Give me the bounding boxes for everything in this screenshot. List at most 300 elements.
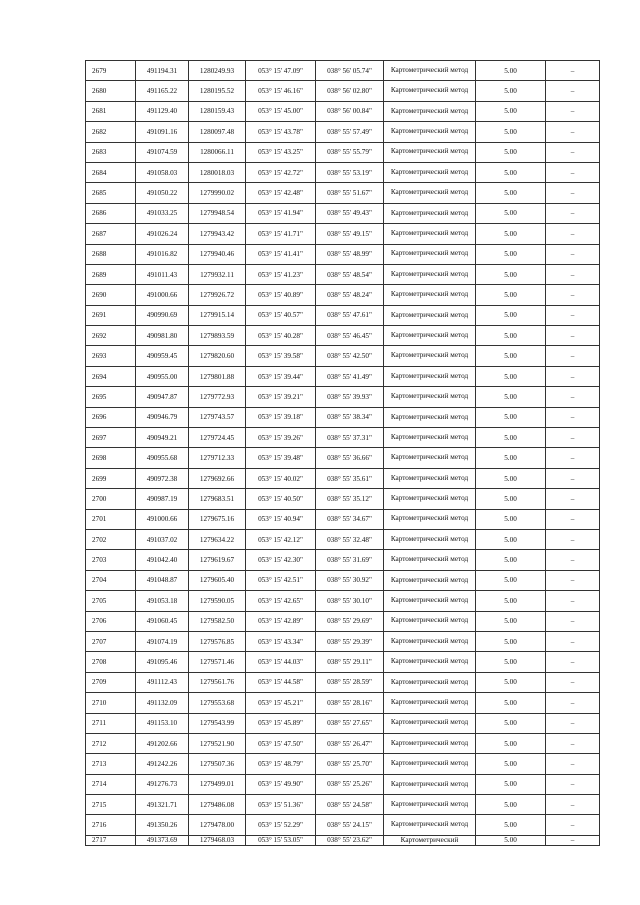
note-cell: – [546, 672, 600, 692]
table-row [86, 346, 600, 366]
method-cell: Картометрический метод [384, 631, 476, 651]
note-cell: – [546, 468, 600, 488]
method-cell: Картометрический метод [384, 611, 476, 631]
accuracy-cell: 5.00 [476, 631, 546, 651]
accuracy-cell: 5.00 [476, 754, 546, 774]
y-coordinate-cell: 1279619.67 [189, 550, 246, 570]
method-cell: Картометрический метод [384, 795, 476, 815]
note-cell: – [546, 305, 600, 325]
x-coordinate-cell: 491095.46 [136, 652, 189, 672]
note-cell: – [546, 713, 600, 733]
table-row [86, 693, 600, 713]
y-coordinate-cell: 1279724.45 [189, 428, 246, 448]
y-coordinate-cell: 1279605.40 [189, 570, 246, 590]
accuracy-cell: 5.00 [476, 468, 546, 488]
method-cell: Картометрический метод [384, 244, 476, 264]
x-coordinate-cell: 490949.21 [136, 428, 189, 448]
accuracy-cell: 5.00 [476, 224, 546, 244]
accuracy-cell: 5.00 [476, 81, 546, 101]
point-number-cell: 2698 [86, 448, 136, 468]
note-cell: – [546, 835, 600, 845]
note-cell: – [546, 366, 600, 386]
latitude-cell: 053° 15' 39.44" [246, 366, 316, 386]
latitude-cell: 053° 15' 44.58" [246, 672, 316, 692]
y-coordinate-cell: 1279468.03 [189, 835, 246, 845]
method-cell: Картометрический метод [384, 529, 476, 549]
note-cell: – [546, 264, 600, 284]
longitude-cell: 038° 55' 24.15" [316, 815, 384, 835]
latitude-cell: 053° 15' 42.30" [246, 550, 316, 570]
method-cell: Картометрический метод [384, 162, 476, 182]
note-cell: – [546, 815, 600, 835]
method-cell: Картометрический метод [384, 774, 476, 794]
x-coordinate-cell: 491074.19 [136, 631, 189, 651]
point-number-cell: 2714 [86, 774, 136, 794]
table-row [86, 835, 600, 845]
y-coordinate-cell: 1280159.43 [189, 101, 246, 121]
point-number-cell: 2704 [86, 570, 136, 590]
table-row [86, 509, 600, 529]
accuracy-cell: 5.00 [476, 203, 546, 223]
y-coordinate-cell: 1279576.85 [189, 631, 246, 651]
note-cell: – [546, 550, 600, 570]
method-cell: Картометрический метод [384, 81, 476, 101]
method-cell: Картометрический [384, 835, 476, 845]
point-number-cell: 2707 [86, 631, 136, 651]
point-number-cell: 2717 [86, 835, 136, 845]
note-cell: – [546, 183, 600, 203]
point-number-cell: 2692 [86, 326, 136, 346]
method-cell: Картометрический метод [384, 672, 476, 692]
y-coordinate-cell: 1279543.99 [189, 713, 246, 733]
note-cell: – [546, 591, 600, 611]
point-number-cell: 2716 [86, 815, 136, 835]
longitude-cell: 038° 55' 25.26" [316, 774, 384, 794]
longitude-cell: 038° 55' 29.39" [316, 631, 384, 651]
table-row [86, 244, 600, 264]
latitude-cell: 053° 15' 39.18" [246, 407, 316, 427]
method-cell: Картометрический метод [384, 285, 476, 305]
x-coordinate-cell: 491050.22 [136, 183, 189, 203]
table-row [86, 366, 600, 386]
longitude-cell: 038° 55' 48.54" [316, 264, 384, 284]
table-row [86, 142, 600, 162]
point-number-cell: 2700 [86, 489, 136, 509]
latitude-cell: 053° 15' 40.89" [246, 285, 316, 305]
table-row [86, 713, 600, 733]
y-coordinate-cell: 1280195.52 [189, 81, 246, 101]
accuracy-cell: 5.00 [476, 509, 546, 529]
latitude-cell: 053° 15' 42.65" [246, 591, 316, 611]
x-coordinate-cell: 491202.66 [136, 733, 189, 753]
table-row [86, 570, 600, 590]
accuracy-cell: 5.00 [476, 122, 546, 142]
y-coordinate-cell: 1279820.60 [189, 346, 246, 366]
point-number-cell: 2696 [86, 407, 136, 427]
note-cell: – [546, 81, 600, 101]
accuracy-cell: 5.00 [476, 183, 546, 203]
y-coordinate-cell: 1279915.14 [189, 305, 246, 325]
note-cell: – [546, 61, 600, 81]
x-coordinate-cell: 491276.73 [136, 774, 189, 794]
point-number-cell: 2690 [86, 285, 136, 305]
table-row [86, 631, 600, 651]
y-coordinate-cell: 1280066.11 [189, 142, 246, 162]
accuracy-cell: 5.00 [476, 101, 546, 121]
latitude-cell: 053° 15' 48.79" [246, 754, 316, 774]
x-coordinate-cell: 491194.31 [136, 61, 189, 81]
note-cell: – [546, 652, 600, 672]
x-coordinate-cell: 491112.43 [136, 672, 189, 692]
note-cell: – [546, 570, 600, 590]
accuracy-cell: 5.00 [476, 815, 546, 835]
longitude-cell: 038° 55' 27.65" [316, 713, 384, 733]
point-number-cell: 2710 [86, 693, 136, 713]
x-coordinate-cell: 491132.09 [136, 693, 189, 713]
point-number-cell: 2709 [86, 672, 136, 692]
accuracy-cell: 5.00 [476, 529, 546, 549]
latitude-cell: 053° 15' 39.48" [246, 448, 316, 468]
method-cell: Картометрический метод [384, 387, 476, 407]
point-number-cell: 2703 [86, 550, 136, 570]
x-coordinate-cell: 490946.79 [136, 407, 189, 427]
method-cell: Картометрический метод [384, 346, 476, 366]
longitude-cell: 038° 55' 38.34" [316, 407, 384, 427]
point-number-cell: 2708 [86, 652, 136, 672]
point-number-cell: 2680 [86, 81, 136, 101]
x-coordinate-cell: 490947.87 [136, 387, 189, 407]
longitude-cell: 038° 55' 34.67" [316, 509, 384, 529]
x-coordinate-cell: 490990.69 [136, 305, 189, 325]
latitude-cell: 053° 15' 40.57" [246, 305, 316, 325]
accuracy-cell: 5.00 [476, 407, 546, 427]
longitude-cell: 038° 56' 00.84" [316, 101, 384, 121]
accuracy-cell: 5.00 [476, 652, 546, 672]
x-coordinate-cell: 491000.66 [136, 285, 189, 305]
y-coordinate-cell: 1279712.33 [189, 448, 246, 468]
point-number-cell: 2695 [86, 387, 136, 407]
longitude-cell: 038° 55' 39.93" [316, 387, 384, 407]
latitude-cell: 053° 15' 41.94" [246, 203, 316, 223]
table-row [86, 203, 600, 223]
y-coordinate-cell: 1279478.00 [189, 815, 246, 835]
point-number-cell: 2686 [86, 203, 136, 223]
latitude-cell: 053° 15' 45.21" [246, 693, 316, 713]
latitude-cell: 053° 15' 41.71" [246, 224, 316, 244]
method-cell: Картометрический метод [384, 183, 476, 203]
table-row [86, 468, 600, 488]
point-number-cell: 2693 [86, 346, 136, 366]
table-row [86, 815, 600, 835]
point-number-cell: 2679 [86, 61, 136, 81]
note-cell: – [546, 611, 600, 631]
method-cell: Картометрический метод [384, 754, 476, 774]
table-row [86, 428, 600, 448]
coordinates-table [85, 60, 600, 846]
method-cell: Картометрический метод [384, 570, 476, 590]
accuracy-cell: 5.00 [476, 142, 546, 162]
longitude-cell: 038° 55' 32.48" [316, 529, 384, 549]
method-cell: Картометрический метод [384, 61, 476, 81]
latitude-cell: 053° 15' 42.89" [246, 611, 316, 631]
longitude-cell: 038° 55' 29.69" [316, 611, 384, 631]
x-coordinate-cell: 491053.18 [136, 591, 189, 611]
longitude-cell: 038° 56' 02.80" [316, 81, 384, 101]
note-cell: – [546, 448, 600, 468]
table-row [86, 672, 600, 692]
point-number-cell: 2681 [86, 101, 136, 121]
latitude-cell: 053° 15' 43.25" [246, 142, 316, 162]
method-cell: Картометрический метод [384, 326, 476, 346]
x-coordinate-cell: 491042.40 [136, 550, 189, 570]
table-row [86, 285, 600, 305]
table-row [86, 264, 600, 284]
x-coordinate-cell: 491058.03 [136, 162, 189, 182]
point-number-cell: 2702 [86, 529, 136, 549]
latitude-cell: 053° 15' 43.78" [246, 122, 316, 142]
latitude-cell: 053° 15' 51.36" [246, 795, 316, 815]
x-coordinate-cell: 490955.68 [136, 448, 189, 468]
table-row [86, 305, 600, 325]
note-cell: – [546, 754, 600, 774]
method-cell: Картометрический метод [384, 489, 476, 509]
point-number-cell: 2684 [86, 162, 136, 182]
accuracy-cell: 5.00 [476, 366, 546, 386]
latitude-cell: 053° 15' 42.51" [246, 570, 316, 590]
latitude-cell: 053° 15' 46.16" [246, 81, 316, 101]
table-body [86, 61, 600, 846]
y-coordinate-cell: 1279692.66 [189, 468, 246, 488]
method-cell: Картометрический метод [384, 203, 476, 223]
longitude-cell: 038° 55' 28.16" [316, 693, 384, 713]
note-cell: – [546, 428, 600, 448]
longitude-cell: 038° 55' 30.92" [316, 570, 384, 590]
x-coordinate-cell: 491373.69 [136, 835, 189, 845]
x-coordinate-cell: 491011.43 [136, 264, 189, 284]
y-coordinate-cell: 1280018.03 [189, 162, 246, 182]
method-cell: Картометрический метод [384, 468, 476, 488]
accuracy-cell: 5.00 [476, 693, 546, 713]
note-cell: – [546, 224, 600, 244]
table-row [86, 774, 600, 794]
longitude-cell: 038° 55' 26.47" [316, 733, 384, 753]
method-cell: Картометрический метод [384, 550, 476, 570]
x-coordinate-cell: 491153.10 [136, 713, 189, 733]
latitude-cell: 053° 15' 39.21" [246, 387, 316, 407]
accuracy-cell: 5.00 [476, 733, 546, 753]
table-row [86, 162, 600, 182]
accuracy-cell: 5.00 [476, 550, 546, 570]
point-number-cell: 2699 [86, 468, 136, 488]
x-coordinate-cell: 490981.80 [136, 326, 189, 346]
accuracy-cell: 5.00 [476, 611, 546, 631]
latitude-cell: 053° 15' 52.29" [246, 815, 316, 835]
x-coordinate-cell: 491350.26 [136, 815, 189, 835]
table-row [86, 407, 600, 427]
latitude-cell: 053° 15' 42.12" [246, 529, 316, 549]
latitude-cell: 053° 15' 53.05" [246, 835, 316, 845]
y-coordinate-cell: 1279590.05 [189, 591, 246, 611]
accuracy-cell: 5.00 [476, 448, 546, 468]
longitude-cell: 038° 55' 57.49" [316, 122, 384, 142]
table-row [86, 448, 600, 468]
y-coordinate-cell: 1279571.46 [189, 652, 246, 672]
point-number-cell: 2715 [86, 795, 136, 815]
x-coordinate-cell: 490959.45 [136, 346, 189, 366]
point-number-cell: 2685 [86, 183, 136, 203]
note-cell: – [546, 203, 600, 223]
accuracy-cell: 5.00 [476, 264, 546, 284]
y-coordinate-cell: 1279743.57 [189, 407, 246, 427]
x-coordinate-cell: 491242.26 [136, 754, 189, 774]
x-coordinate-cell: 491033.25 [136, 203, 189, 223]
latitude-cell: 053° 15' 40.02" [246, 468, 316, 488]
method-cell: Картометрический метод [384, 448, 476, 468]
latitude-cell: 053° 15' 40.94" [246, 509, 316, 529]
method-cell: Картометрический метод [384, 509, 476, 529]
y-coordinate-cell: 1279553.68 [189, 693, 246, 713]
longitude-cell: 038° 55' 23.62" [316, 835, 384, 845]
longitude-cell: 038° 55' 37.31" [316, 428, 384, 448]
point-number-cell: 2713 [86, 754, 136, 774]
point-number-cell: 2711 [86, 713, 136, 733]
y-coordinate-cell: 1279675.16 [189, 509, 246, 529]
note-cell: – [546, 509, 600, 529]
table-row [86, 611, 600, 631]
table-row [86, 550, 600, 570]
note-cell: – [546, 733, 600, 753]
table-row [86, 122, 600, 142]
note-cell: – [546, 407, 600, 427]
note-cell: – [546, 346, 600, 366]
note-cell: – [546, 529, 600, 549]
y-coordinate-cell: 1279772.93 [189, 387, 246, 407]
longitude-cell: 038° 55' 41.49" [316, 366, 384, 386]
longitude-cell: 038° 55' 31.69" [316, 550, 384, 570]
longitude-cell: 038° 55' 30.10" [316, 591, 384, 611]
y-coordinate-cell: 1279499.01 [189, 774, 246, 794]
y-coordinate-cell: 1279582.50 [189, 611, 246, 631]
latitude-cell: 053° 15' 39.58" [246, 346, 316, 366]
latitude-cell: 053° 15' 49.90" [246, 774, 316, 794]
note-cell: – [546, 142, 600, 162]
y-coordinate-cell: 1279486.08 [189, 795, 246, 815]
longitude-cell: 038° 55' 28.59" [316, 672, 384, 692]
y-coordinate-cell: 1279801.88 [189, 366, 246, 386]
longitude-cell: 038° 55' 49.15" [316, 224, 384, 244]
method-cell: Картометрический метод [384, 591, 476, 611]
x-coordinate-cell: 491165.22 [136, 81, 189, 101]
accuracy-cell: 5.00 [476, 162, 546, 182]
method-cell: Картометрический метод [384, 693, 476, 713]
method-cell: Картометрический метод [384, 733, 476, 753]
latitude-cell: 053° 15' 43.34" [246, 631, 316, 651]
longitude-cell: 038° 55' 48.24" [316, 285, 384, 305]
method-cell: Картометрический метод [384, 305, 476, 325]
longitude-cell: 038° 55' 49.43" [316, 203, 384, 223]
longitude-cell: 038° 55' 29.11" [316, 652, 384, 672]
longitude-cell: 038° 55' 35.61" [316, 468, 384, 488]
y-coordinate-cell: 1279990.02 [189, 183, 246, 203]
latitude-cell: 053° 15' 44.03" [246, 652, 316, 672]
x-coordinate-cell: 491321.71 [136, 795, 189, 815]
table-row [86, 754, 600, 774]
point-number-cell: 2688 [86, 244, 136, 264]
note-cell: – [546, 101, 600, 121]
latitude-cell: 053° 15' 45.89" [246, 713, 316, 733]
longitude-cell: 038° 55' 55.79" [316, 142, 384, 162]
accuracy-cell: 5.00 [476, 570, 546, 590]
method-cell: Картометрический метод [384, 407, 476, 427]
point-number-cell: 2694 [86, 366, 136, 386]
latitude-cell: 053° 15' 39.26" [246, 428, 316, 448]
table-row [86, 81, 600, 101]
table-row [86, 652, 600, 672]
y-coordinate-cell: 1279507.36 [189, 754, 246, 774]
table-row [86, 224, 600, 244]
y-coordinate-cell: 1279683.51 [189, 489, 246, 509]
table-row [86, 183, 600, 203]
point-number-cell: 2706 [86, 611, 136, 631]
y-coordinate-cell: 1279521.90 [189, 733, 246, 753]
longitude-cell: 038° 55' 48.99" [316, 244, 384, 264]
x-coordinate-cell: 491037.02 [136, 529, 189, 549]
x-coordinate-cell: 491091.16 [136, 122, 189, 142]
y-coordinate-cell: 1279948.54 [189, 203, 246, 223]
note-cell: – [546, 285, 600, 305]
x-coordinate-cell: 491074.59 [136, 142, 189, 162]
y-coordinate-cell: 1279943.42 [189, 224, 246, 244]
latitude-cell: 053° 15' 47.09" [246, 61, 316, 81]
longitude-cell: 038° 56' 05.74" [316, 61, 384, 81]
y-coordinate-cell: 1279926.72 [189, 285, 246, 305]
table-row [86, 733, 600, 753]
point-number-cell: 2705 [86, 591, 136, 611]
longitude-cell: 038° 55' 42.50" [316, 346, 384, 366]
latitude-cell: 053° 15' 42.72" [246, 162, 316, 182]
accuracy-cell: 5.00 [476, 305, 546, 325]
x-coordinate-cell: 491060.45 [136, 611, 189, 631]
x-coordinate-cell: 491026.24 [136, 224, 189, 244]
longitude-cell: 038° 55' 24.58" [316, 795, 384, 815]
x-coordinate-cell: 490955.00 [136, 366, 189, 386]
latitude-cell: 053° 15' 45.00" [246, 101, 316, 121]
note-cell: – [546, 489, 600, 509]
accuracy-cell: 5.00 [476, 244, 546, 264]
table-row [86, 61, 600, 81]
y-coordinate-cell: 1279634.22 [189, 529, 246, 549]
y-coordinate-cell: 1279561.76 [189, 672, 246, 692]
accuracy-cell: 5.00 [476, 713, 546, 733]
accuracy-cell: 5.00 [476, 61, 546, 81]
longitude-cell: 038° 55' 47.61" [316, 305, 384, 325]
accuracy-cell: 5.00 [476, 774, 546, 794]
longitude-cell: 038° 55' 35.12" [316, 489, 384, 509]
method-cell: Картометрический метод [384, 264, 476, 284]
latitude-cell: 053° 15' 41.23" [246, 264, 316, 284]
method-cell: Картометрический метод [384, 428, 476, 448]
point-number-cell: 2687 [86, 224, 136, 244]
point-number-cell: 2682 [86, 122, 136, 142]
y-coordinate-cell: 1279932.11 [189, 264, 246, 284]
y-coordinate-cell: 1279940.46 [189, 244, 246, 264]
accuracy-cell: 5.00 [476, 428, 546, 448]
latitude-cell: 053° 15' 40.50" [246, 489, 316, 509]
method-cell: Картометрический метод [384, 652, 476, 672]
table-row [86, 101, 600, 121]
accuracy-cell: 5.00 [476, 346, 546, 366]
longitude-cell: 038° 55' 25.70" [316, 754, 384, 774]
